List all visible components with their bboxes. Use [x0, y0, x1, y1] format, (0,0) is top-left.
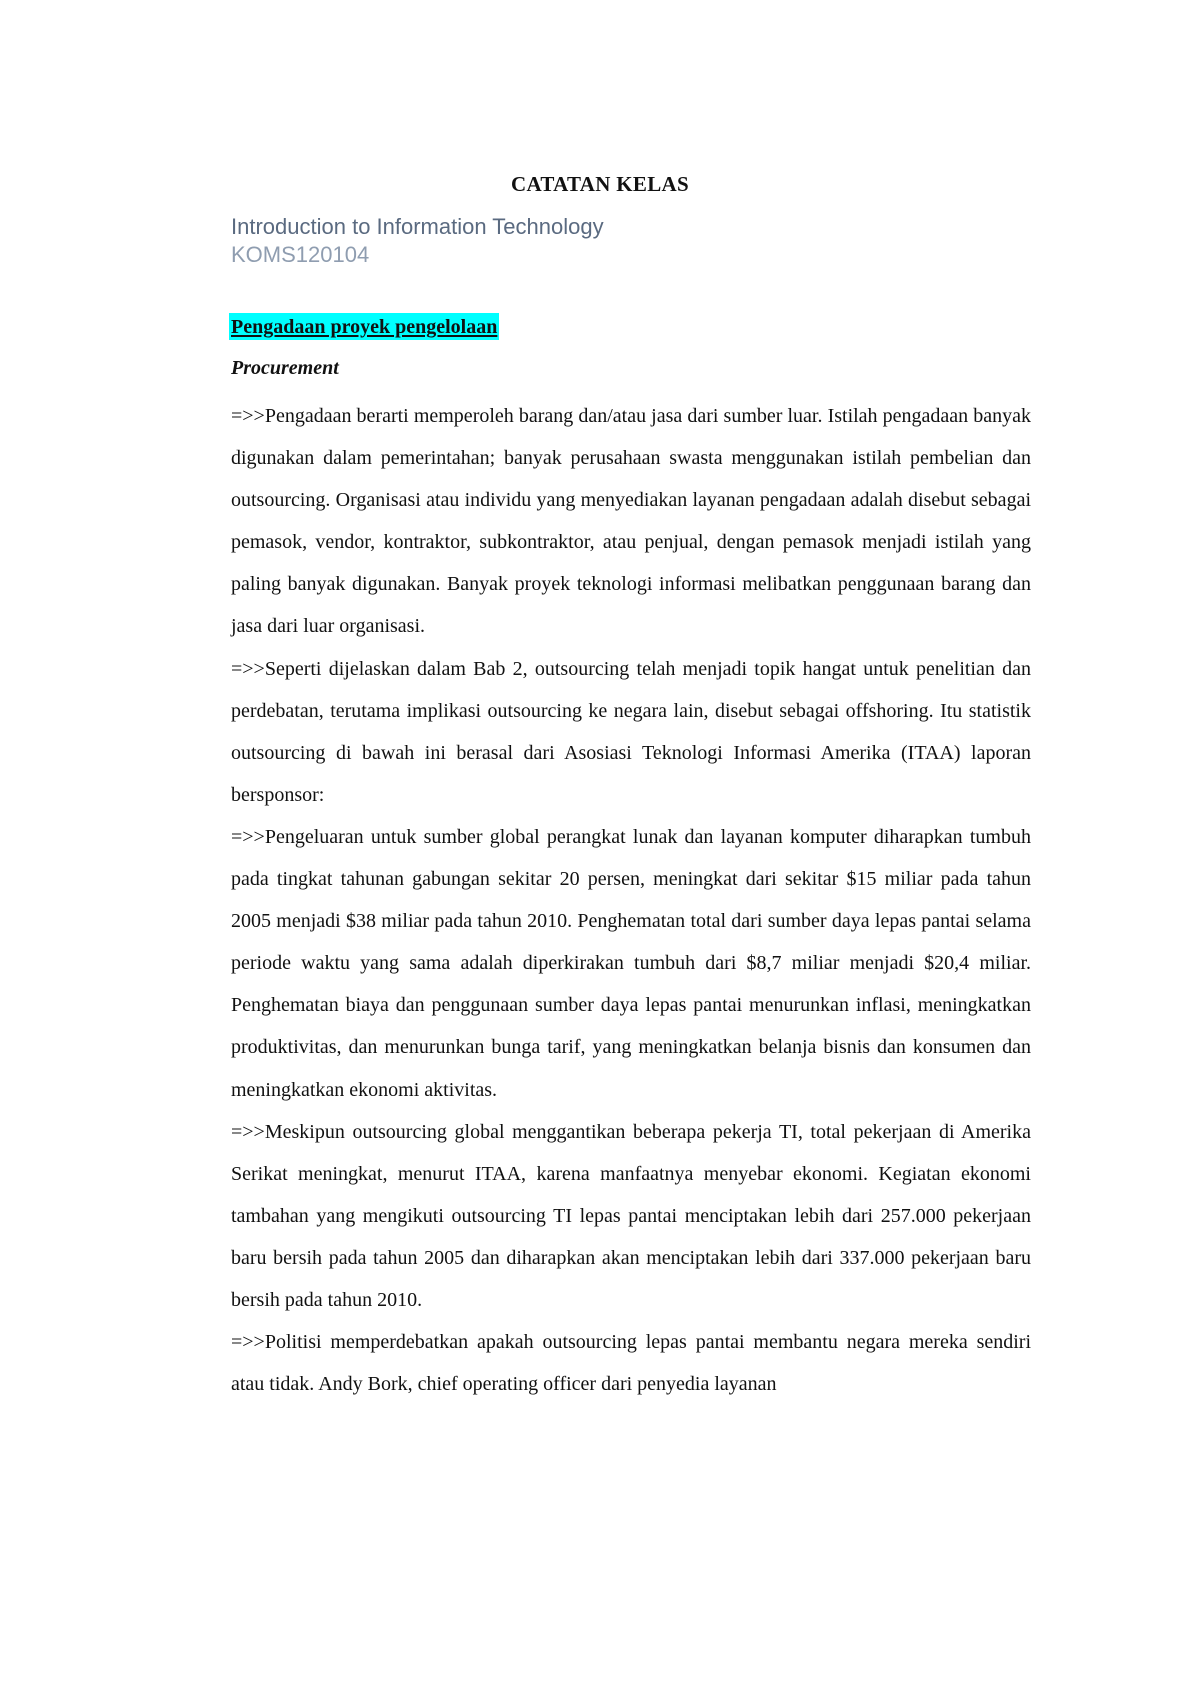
paragraph: =>>Meskipun outsourcing global menggantikan beberapa pekerja TI, total pekerjaan di Amerika Serikat meningkat, menurut ITAA, karena manfaatnya menyebar ekonomi. Kegiatan ekonomi tambahan yang mengikuti outsourcing TI lepas pantai menciptakan lebih dari 257.000 pekerjaan baru bersih pada tahun 2005 dan diharapkan akan menciptakan lebih dari 337.000 pekerjaan baru bersih pada tahun 2010. [231, 1120, 1031, 1311]
paragraph: =>>Politisi memperdebatkan apakah outsourcing lepas pantai membantu negara mereka sendiri atau tidak. Andy Bork, chief operating officer dari penyedia layanan [231, 1331, 1031, 1396]
paragraph: =>>Seperti dijelaskan dalam Bab 2, outsourcing telah menjadi topik hangat untuk penelitian dan perdebatan, terutama implikasi outsourcing ke negara lain, disebut sebagai offshoring. Itu statistik outsourcing di bawah ini berasal dari Asosiasi Teknologi Informasi Amerika (ITAA) laporan bersponsor: [231, 657, 1031, 806]
paragraph: =>>Pengadaan berarti memperoleh barang dan/atau jasa dari sumber luar. Istilah pengadaan banyak digunakan dalam pemerintahan; banyak perusahaan swasta menggunakan istilah pembelian dan outsourcing. Organisasi atau individu yang menyediakan layanan pengadaan adalah disebut sebagai pemasok, vendor, kontraktor, subkontraktor, atau penjual, dengan pemasok menjadi istilah yang paling banyak digunakan. Banyak proyek teknologi informasi melibatkan penggunaan barang dan jasa dari luar organisasi. [231, 405, 1031, 638]
course-code: KOMS120104 [231, 242, 370, 267]
document-title: CATATAN KELAS [511, 172, 689, 196]
course-name: Introduction to Information Technology [231, 214, 604, 239]
section-heading: Pengadaan proyek pengelolaan [229, 313, 499, 340]
body-text [231, 395, 1031, 1405]
section-subheading: Procurement [231, 357, 339, 379]
paragraph: =>>Pengeluaran untuk sumber global perangkat lunak dan layanan komputer diharapkan tumbuh pada tingkat tahunan gabungan sekitar 20 persen, meningkat dari sekitar $15 miliar pada tahun 2005 menjadi $38 miliar pada tahun 2010. Penghematan total dari sumber daya lepas pantai selama periode waktu yang sama adalah diperkirakan tumbuh dari $8,7 miliar menjadi $20,4 miliar. Penghematan biaya dan penggunaan sumber daya lepas pantai menurunkan inflasi, meningkatkan produktivitas, dan menurunkan bunga tarif, yang meningkatkan belanja bisnis dan konsumen dan meningkatkan ekonomi aktivitas. [231, 825, 1031, 1101]
